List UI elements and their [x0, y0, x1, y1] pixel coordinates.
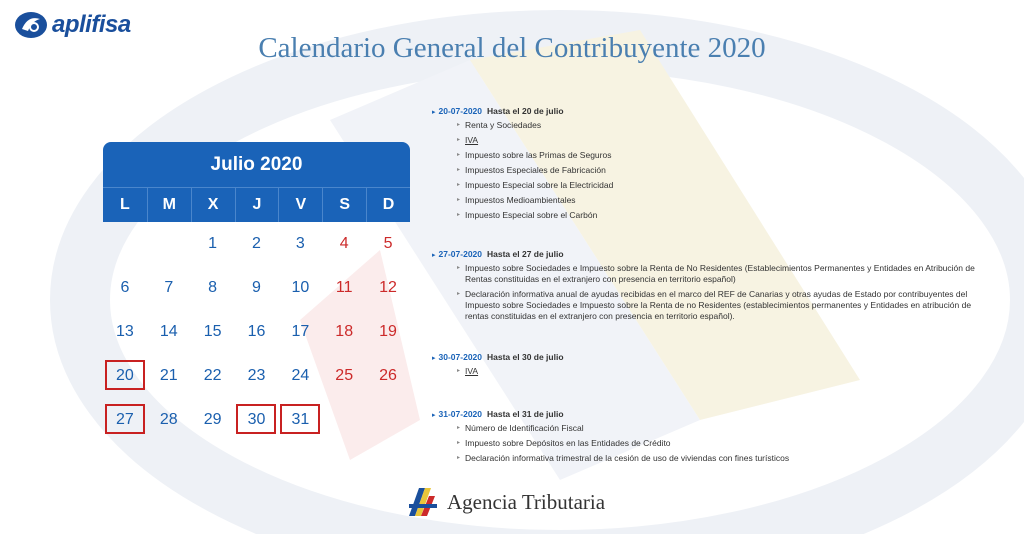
deadline-item[interactable]: [457, 421, 992, 436]
deadline-group-header: [432, 407, 992, 421]
page-title: Calendario General del Contribuyente 2020: [258, 32, 766, 64]
agencia-tributaria-emblem-icon: [405, 484, 441, 520]
bullet-icon: ▸: [457, 137, 461, 143]
calendar-empty-cell: [149, 228, 189, 258]
deadline-group: [432, 407, 992, 466]
deadline-items: [432, 118, 992, 223]
calendar-weekday-header: [103, 187, 410, 222]
weekday-label: V: [278, 188, 322, 222]
calendar-july-2020: [103, 142, 410, 434]
deadline-items: [432, 364, 992, 379]
bullet-icon: ▸: [457, 167, 461, 173]
calendar-day: 28: [159, 411, 178, 428]
weekday-label: J: [235, 188, 279, 222]
calendar-day: 8: [208, 279, 218, 296]
deadline-list: [432, 104, 992, 466]
deadline-item[interactable]: [457, 178, 992, 193]
deadline-item[interactable]: [457, 118, 992, 133]
deadline-label: Hasta el 27 de julio: [487, 249, 564, 259]
calendar-day: 11: [335, 279, 353, 296]
deadline-date: 27-07-2020: [438, 249, 482, 259]
deadline-date: 30-07-2020: [438, 352, 482, 362]
deadline-item[interactable]: [457, 451, 992, 466]
calendar-day: 18: [335, 323, 354, 340]
deadline-item-text[interactable]: Número de Identificación Fiscal: [465, 423, 584, 433]
agencia-tributaria-text: Agencia Tributaria: [447, 489, 606, 514]
deadline-item-text[interactable]: Impuesto sobre Depósitos en las Entidades de Crédito: [465, 438, 671, 448]
deadline-item-text[interactable]: Impuesto sobre las Primas de Seguros: [465, 150, 612, 160]
calendar-day: 10: [291, 279, 310, 296]
deadline-item[interactable]: [457, 287, 992, 324]
calendar-day: 2: [252, 235, 261, 252]
calendar-day: 4: [339, 235, 349, 252]
agencia-tributaria-logo: [405, 484, 605, 520]
calendar-day: 7: [164, 279, 174, 296]
calendar-day: 24: [291, 367, 310, 384]
calendar-empty-cell: [324, 404, 364, 434]
weekday-label: X: [191, 188, 235, 222]
deadline-item-text[interactable]: Renta y Sociedades: [465, 120, 542, 130]
deadline-group: [432, 247, 992, 324]
deadline-item[interactable]: [457, 208, 992, 223]
calendar-day: 13: [116, 323, 134, 340]
calendar-day: 27: [105, 404, 145, 434]
calendar-day: 25: [335, 367, 354, 384]
weekday-label: D: [366, 188, 410, 222]
deadline-item-text[interactable]: Declaración informativa anual de ayudas recibidas en el marco del REF de Canarias y otras ayudas de Estado por contribuyentes del Impuesto sobre Sociedades e Impuesto sobre la Renta de no Residentes (establecimientos permanentes y Entidades en atribución de rentas constituidas en el extranjero con presencia en territorio español).: [465, 289, 972, 321]
bullet-icon: ▸: [457, 265, 461, 271]
calendar-day: 17: [291, 323, 310, 340]
deadline-label: Hasta el 20 de julio: [487, 106, 564, 116]
calendar-day: 21: [159, 367, 178, 384]
caret-right-icon: ▸: [432, 412, 436, 419]
weekday-label: L: [120, 196, 130, 213]
deadline-item-text[interactable]: IVA: [465, 366, 479, 376]
deadline-item[interactable]: [457, 436, 992, 451]
calendar-day: 15: [203, 323, 222, 340]
bullet-icon: ▸: [457, 182, 461, 188]
weekday-label: S: [322, 188, 366, 222]
aplifisa-logo-text: aplifisa: [52, 11, 131, 38]
calendar-day: 20: [105, 360, 145, 390]
deadline-item[interactable]: [457, 133, 992, 148]
deadline-label: Hasta el 31 de julio: [487, 409, 564, 419]
calendar-day: 23: [247, 367, 266, 384]
deadline-item[interactable]: [457, 193, 992, 208]
deadline-items: [432, 421, 992, 466]
calendar-day: 26: [379, 367, 397, 384]
calendar-day: 9: [252, 279, 261, 296]
bullet-icon: ▸: [457, 152, 461, 158]
calendar-day: 14: [159, 323, 178, 340]
deadline-item-text[interactable]: Impuesto Especial sobre el Carbón: [465, 210, 598, 220]
calendar-day: 31: [280, 404, 320, 434]
deadline-group: [432, 350, 992, 379]
deadline-item[interactable]: [457, 261, 992, 287]
calendar-day: 6: [120, 279, 130, 296]
bullet-icon: ▸: [457, 455, 461, 461]
deadline-group-header: [432, 104, 992, 118]
calendar-day: 12: [379, 279, 397, 296]
deadline-label: Hasta el 30 de julio: [487, 352, 564, 362]
bullet-icon: ▸: [457, 197, 461, 203]
deadline-item-text[interactable]: Impuesto Especial sobre la Electricidad: [465, 180, 614, 190]
calendar-day: 22: [203, 367, 222, 384]
bullet-icon: ▸: [457, 440, 461, 446]
calendar-empty-cell: [105, 228, 145, 258]
deadline-group-header: [432, 247, 992, 261]
deadline-item-text[interactable]: IVA: [465, 135, 479, 145]
calendar-day: 19: [379, 323, 397, 340]
calendar-day: 29: [203, 411, 222, 428]
deadline-date: 31-07-2020: [438, 409, 482, 419]
caret-right-icon: ▸: [432, 355, 436, 362]
caret-right-icon: ▸: [432, 252, 436, 259]
caret-right-icon: ▸: [432, 109, 436, 116]
bullet-icon: ▸: [457, 368, 461, 374]
calendar-empty-cell: [368, 404, 408, 434]
calendar-day: 3: [295, 235, 305, 252]
deadline-item[interactable]: [457, 148, 992, 163]
bullet-icon: ▸: [457, 291, 461, 297]
calendar-day: 30: [236, 404, 276, 434]
calendar-month-header: Julio 2020: [103, 142, 410, 187]
calendar-day: 1: [208, 235, 218, 252]
bullet-icon: ▸: [457, 122, 461, 128]
deadline-items: [432, 261, 992, 324]
weekday-label: M: [147, 188, 191, 222]
deadline-item[interactable]: [457, 163, 992, 178]
bullet-icon: ▸: [457, 425, 461, 431]
deadline-item-text[interactable]: Impuesto sobre Sociedades e Impuesto sobre la Renta de No Residentes (Establecimientos Permanentes y Entidades en Atribución de Rentas constituidas en el extranjero con presencia en territorio español): [465, 263, 975, 284]
deadline-group-header: [432, 350, 992, 364]
deadline-item[interactable]: [457, 364, 992, 379]
deadline-item-text[interactable]: Impuestos Medioambientales: [465, 195, 576, 205]
bullet-icon: ▸: [457, 212, 461, 218]
deadline-item-text[interactable]: Impuestos Especiales de Fabricación: [465, 165, 606, 175]
calendar-day-grid: [103, 222, 410, 434]
deadline-date: 20-07-2020: [438, 106, 482, 116]
calendar-day: 16: [247, 323, 266, 340]
calendar-day: 5: [383, 235, 393, 252]
deadline-item-text[interactable]: Declaración informativa trimestral de la cesión de uso de viviendas con fines turísticos: [465, 453, 790, 463]
deadline-group: [432, 104, 992, 223]
